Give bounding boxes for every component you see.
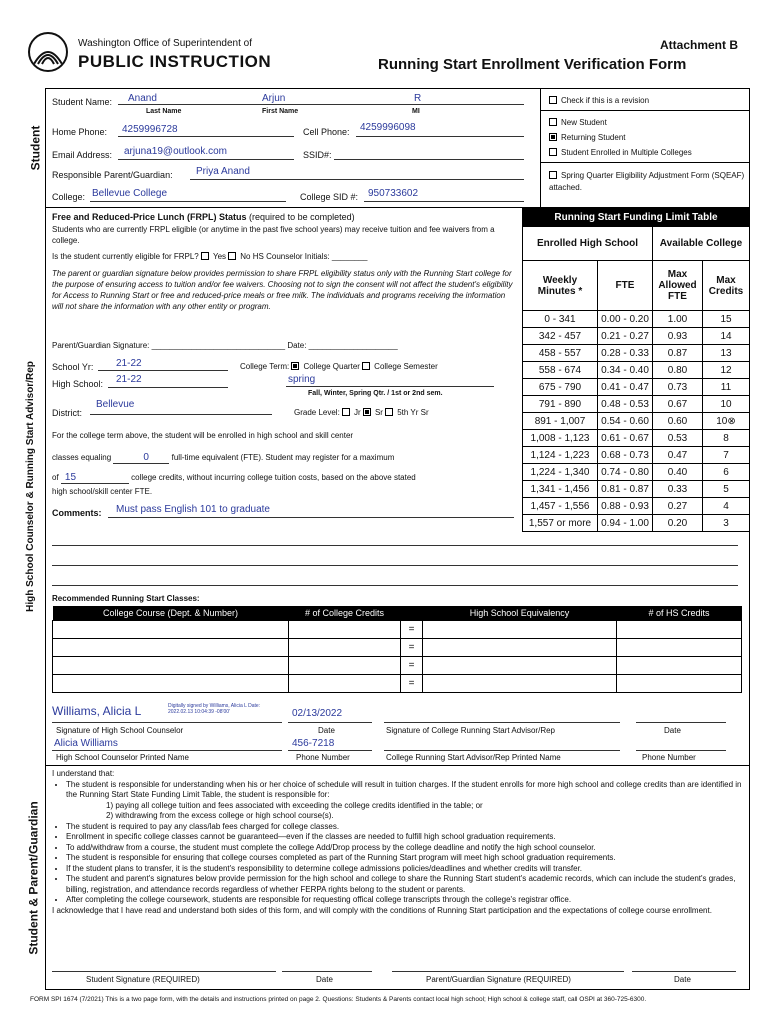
last-label: Last Name bbox=[146, 108, 182, 115]
term-value[interactable]: spring bbox=[288, 374, 316, 385]
class-cell[interactable] bbox=[423, 656, 617, 674]
funding-row bbox=[523, 396, 750, 413]
funding-cell: 0.53 bbox=[653, 430, 703, 447]
name-label: Student Name: bbox=[52, 97, 113, 107]
para2: classes equaling 0 full-time equivalent (FTE). Student may register for a maximum bbox=[52, 452, 395, 463]
funding-cell: 0.74 - 0.80 bbox=[598, 464, 653, 481]
class-cell[interactable] bbox=[53, 674, 289, 692]
phone-label-2: Phone Number bbox=[642, 753, 696, 762]
funding-row bbox=[523, 379, 750, 396]
college-sid[interactable]: 950733602 bbox=[368, 188, 419, 199]
email-label: Email Address: bbox=[52, 150, 113, 160]
sid-label: College SID #: bbox=[300, 192, 359, 202]
funding-cell: 0.00 - 0.20 bbox=[598, 311, 653, 328]
funding-cell: 558 - 674 bbox=[523, 362, 598, 379]
counselor-printed-name[interactable]: Alicia Williams bbox=[54, 738, 118, 749]
date-label-1: Date bbox=[318, 726, 335, 735]
district[interactable]: Bellevue bbox=[96, 399, 135, 410]
sig-college-label: Signature of College Running Start Advisor/Rep bbox=[386, 726, 555, 735]
class-row[interactable] bbox=[53, 656, 742, 674]
funding-cell: 0.54 - 0.60 bbox=[598, 413, 653, 430]
funding-cell: 0.41 - 0.47 bbox=[598, 379, 653, 396]
fte-header: FTE bbox=[598, 261, 653, 311]
class-cell[interactable] bbox=[289, 620, 401, 638]
funding-row bbox=[523, 311, 750, 328]
student-sig-label[interactable]: Student Signature (REQUIRED) bbox=[86, 975, 200, 984]
funding-cell: 0.87 bbox=[653, 345, 703, 362]
funding-cell: 0.80 bbox=[653, 362, 703, 379]
comments[interactable]: Must pass English 101 to graduate bbox=[116, 504, 270, 515]
funding-cell: 1,557 or more bbox=[523, 515, 598, 532]
home-phone-line bbox=[118, 136, 294, 137]
class-cell[interactable] bbox=[53, 656, 289, 674]
counselor-side-label: High School Counselor & Running Start Advisor/Rep bbox=[24, 208, 46, 766]
new-student-check[interactable]: New Student bbox=[549, 118, 607, 127]
funding-cell: 14 bbox=[703, 328, 750, 345]
class-row[interactable] bbox=[53, 638, 742, 656]
parent-sig-label[interactable]: Parent/Guardian Signature (REQUIRED) bbox=[426, 975, 571, 984]
funding-row bbox=[523, 328, 750, 345]
class-cell[interactable] bbox=[289, 674, 401, 692]
funding-cell: 0.93 bbox=[653, 328, 703, 345]
funding-cell: 1,008 - 1,123 bbox=[523, 430, 598, 447]
comments-label: Comments: bbox=[52, 508, 102, 518]
frpl-title: Free and Reduced-Price Lunch (FRPL) Status (required to be completed) bbox=[52, 212, 355, 222]
counselor-signature[interactable]: Williams, Alicia L bbox=[52, 704, 142, 718]
high-school[interactable]: 21-22 bbox=[116, 374, 142, 385]
funding-cell: 675 - 790 bbox=[523, 379, 598, 396]
college-label: College: bbox=[52, 192, 86, 202]
page-title: Running Start Enrollment Verification Form bbox=[378, 56, 687, 73]
para1: For the college term above, the student will be enrolled in high school and skill center bbox=[52, 431, 354, 440]
frpl-consent: The parent or guardian signature below provides permission to share FRPL eligibility status only with the Running Start college for the purpose of ensuring access to tuition and/or fee waivers. Choosing not to sign the consent will not affect the student's eligibility for Access to Running Start or free and reduced-price meals or free milk. The individuals and programs receiving the information will not share the information with any other entity or program. bbox=[52, 269, 513, 311]
ssid-line bbox=[334, 159, 524, 160]
home-phone-label: Home Phone: bbox=[52, 127, 108, 137]
class-cell: = bbox=[401, 674, 423, 692]
funding-cell: 1,124 - 1,223 bbox=[523, 447, 598, 464]
funding-cell: 0.34 - 0.40 bbox=[598, 362, 653, 379]
class-row[interactable] bbox=[53, 620, 742, 638]
counselor-phone[interactable]: 456-7218 bbox=[292, 738, 335, 749]
funding-cell: 891 - 1,007 bbox=[523, 413, 598, 430]
col-college-credits: # of College Credits bbox=[289, 606, 401, 620]
col-hs-equivalency: High School Equivalency bbox=[423, 606, 617, 620]
funding-cell: 0.21 - 0.27 bbox=[598, 328, 653, 345]
funding-cell: 342 - 457 bbox=[523, 328, 598, 345]
funding-cell: 458 - 557 bbox=[523, 345, 598, 362]
funding-cell: 10⊗ bbox=[703, 413, 750, 430]
funding-row bbox=[523, 515, 750, 532]
email[interactable]: arjuna19@outlook.com bbox=[124, 146, 227, 157]
fifth-yr-checkbox[interactable] bbox=[385, 408, 393, 416]
class-cell[interactable] bbox=[423, 620, 617, 638]
parent-label: Responsible Parent/Guardian: bbox=[52, 170, 173, 180]
funding-cell: 10 bbox=[703, 396, 750, 413]
funding-cell: 1,224 - 1,340 bbox=[523, 464, 598, 481]
funding-cell: 0.68 - 0.73 bbox=[598, 447, 653, 464]
available-college: Available College bbox=[653, 227, 750, 261]
weekly-minutes-header: Weekly Minutes * bbox=[523, 261, 598, 311]
multiple-colleges-check[interactable]: Student Enrolled in Multiple Colleges bbox=[549, 148, 692, 157]
college-line bbox=[90, 201, 286, 202]
funding-cell: 6 bbox=[703, 464, 750, 481]
credits-value[interactable]: 15 bbox=[64, 472, 77, 483]
funding-row bbox=[523, 413, 750, 430]
form-footer: FORM SPI 1674 (7/2021) This is a two page form, with the details and instructions printed on page 2. Questions: Students & Parents contact local high school; High school & college staff, call OSPI at 360-725-6300. bbox=[30, 996, 647, 1003]
first-name[interactable]: Arjun bbox=[262, 93, 286, 104]
name-line bbox=[118, 104, 524, 105]
attachment-label: Attachment B bbox=[660, 38, 739, 52]
funding-row bbox=[523, 362, 750, 379]
class-cell[interactable] bbox=[617, 656, 742, 674]
sig-hs-label: Signature of High School Counselor bbox=[56, 726, 184, 735]
date-label-2: Date bbox=[664, 726, 681, 735]
class-cell[interactable] bbox=[53, 620, 289, 638]
college-term-row: College Term: College Quarter College Semester bbox=[240, 362, 438, 371]
first-label: First Name bbox=[262, 108, 299, 115]
max-fte-header: Max Allowed FTE bbox=[653, 261, 703, 311]
school-yr-label: School Yr: bbox=[52, 362, 94, 372]
guardian-side-label: Student & Parent/Guardian bbox=[24, 766, 46, 990]
fte-value[interactable]: 0 bbox=[143, 452, 149, 463]
funding-cell: 1,341 - 1,456 bbox=[523, 481, 598, 498]
parent-date-label: Date bbox=[674, 975, 691, 984]
college-name[interactable]: Bellevue College bbox=[92, 188, 168, 199]
semester-checkbox[interactable] bbox=[362, 362, 370, 370]
parent-line bbox=[190, 179, 524, 180]
funding-cell: 1,457 - 1,556 bbox=[523, 498, 598, 515]
cell-phone-line bbox=[356, 136, 524, 137]
classes-table bbox=[52, 606, 742, 693]
home-phone[interactable]: 4259996728 bbox=[122, 124, 178, 135]
funding-cell: 0.27 bbox=[653, 498, 703, 515]
sr-checkbox[interactable] bbox=[363, 408, 371, 416]
guardian-terms: I understand that: • The student is responsible for understanding when his or her choice of schedule will result in tuition charges. If the student enrolls for more high school and college credits than are identified in the Running Start State Funding Limit Table, the student is responsible for: 1) paying all college tuition and fees associated with exceeding the college credits identified in the table; or 2) withdrawing from the excess college or high school course(s). • The student is required to pay any class/lab fees charged for college classes. • Enrollment in specific college classes cannot be guaranteed—even if the classes are needed to fulfill high school graduation requirements. • To add/withdraw from a course, the student must complete the college Add/Drop process by the college deadline and notify the high school counselor. • The student is responsible for ensuring that college courses completed as part of the Running Start program will meet high school graduation requirements. • If the student plans to transfer, it is the student's responsibility to determine college admissions policies/deadlines and whether credits will transfer. • The student and parent's signatures below provide permission for the high school and college to share the Running Start student's academic records, which can include the student's grades, billing, registration, and attendance records regardless of whether FERPA rights belong to the student or parents. • After completing the college coursework, students are responsible for requesting offical college transcripts through the college's registrar office. I acknowledge that I have read and understand both sides of this form, and will comply with the conditions of Running Start participation and the expectations of college course enrollment. bbox=[52, 769, 742, 916]
ssid-label: SSID#: bbox=[303, 150, 332, 160]
funding-row bbox=[523, 345, 750, 362]
funding-row bbox=[523, 430, 750, 447]
funding-cell: 0.67 bbox=[653, 396, 703, 413]
funding-row bbox=[523, 464, 750, 481]
class-cell[interactable] bbox=[617, 638, 742, 656]
funding-cell: 0 - 341 bbox=[523, 311, 598, 328]
frpl-text: Students who are currently FRPL eligible (or anytime in the past five school years) may receive tuition and fee waivers from a college. bbox=[52, 225, 495, 245]
class-cell[interactable] bbox=[617, 674, 742, 692]
revision-check[interactable]: Check if this is a revision bbox=[549, 96, 649, 105]
funding-cell: 7 bbox=[703, 447, 750, 464]
phone-label-1: Phone Number bbox=[296, 753, 350, 762]
funding-cell: 1.00 bbox=[653, 311, 703, 328]
funding-row bbox=[523, 498, 750, 515]
high-school-label: High School: bbox=[52, 379, 104, 389]
digital-sig-note: Digitally signed by Williams, Alicia L Date: 2022.02.13 10:04:39 -08'00' bbox=[168, 703, 261, 715]
funding-cell: 0.94 - 1.00 bbox=[598, 515, 653, 532]
class-cell[interactable] bbox=[53, 638, 289, 656]
last-name[interactable]: Anand bbox=[128, 93, 157, 104]
para4: high school/skill center FTE. bbox=[52, 487, 153, 496]
counselor-sig-date[interactable]: 02/13/2022 bbox=[292, 708, 343, 719]
funding-cell: 15 bbox=[703, 311, 750, 328]
ospi-logo-icon bbox=[28, 32, 68, 72]
frpl-yes-checkbox[interactable] bbox=[201, 252, 209, 260]
funding-row bbox=[523, 447, 750, 464]
class-cell: = bbox=[401, 638, 423, 656]
quarter-checkbox[interactable] bbox=[291, 362, 299, 370]
funding-cell: 5 bbox=[703, 481, 750, 498]
funding-cell: 0.60 bbox=[653, 413, 703, 430]
funding-cell: 0.28 - 0.33 bbox=[598, 345, 653, 362]
funding-cell: 0.40 bbox=[653, 464, 703, 481]
returning-student-check[interactable]: Returning Student bbox=[549, 133, 626, 142]
funding-table bbox=[522, 208, 750, 532]
class-cell[interactable] bbox=[617, 620, 742, 638]
mi-label: MI bbox=[412, 108, 420, 115]
rec-classes-title: Recommended Running Start Classes: bbox=[52, 594, 200, 603]
grade-level-row: Grade Level: Jr Sr 5th Yr Sr bbox=[294, 408, 429, 417]
student-date-label: Date bbox=[316, 975, 333, 984]
funding-cell: 791 - 890 bbox=[523, 396, 598, 413]
frpl-no-checkbox[interactable] bbox=[228, 252, 236, 260]
funding-title: Running Start Funding Limit Table bbox=[523, 209, 750, 227]
term-hint: Fall, Winter, Spring Qtr. / 1st or 2nd sem. bbox=[308, 390, 443, 397]
max-credits-header: Max Credits bbox=[703, 261, 750, 311]
student-side-label: Student bbox=[24, 88, 46, 208]
funding-cell: 13 bbox=[703, 345, 750, 362]
cell-phone[interactable]: 4259996098 bbox=[360, 122, 416, 133]
funding-cell: 4 bbox=[703, 498, 750, 515]
para3: of 15 college credits, without incurring college tuition costs, based on the above stated bbox=[52, 472, 416, 483]
school-yr[interactable]: 21-22 bbox=[116, 358, 142, 369]
email-line bbox=[118, 159, 294, 160]
college-printed-label: College Running Start Advisor/Rep Printed Name bbox=[386, 753, 561, 762]
funding-cell: 0.20 bbox=[653, 515, 703, 532]
funding-cell: 0.73 bbox=[653, 379, 703, 396]
funding-cell: 0.88 - 0.93 bbox=[598, 498, 653, 515]
funding-cell: 0.81 - 0.87 bbox=[598, 481, 653, 498]
parent-name[interactable]: Priya Anand bbox=[196, 166, 250, 177]
class-cell[interactable] bbox=[289, 638, 401, 656]
enrolled-hs: Enrolled High School bbox=[523, 227, 653, 261]
frpl-question: Is the student currently eligible for FRPL? Yes No HS Counselor Initials: ________ bbox=[52, 252, 368, 261]
col-college-course: College Course (Dept. & Number) bbox=[53, 606, 289, 620]
printed-name-label: High School Counselor Printed Name bbox=[56, 753, 189, 762]
agency-big: PUBLIC INSTRUCTION bbox=[78, 52, 272, 71]
funding-cell: 12 bbox=[703, 362, 750, 379]
parent-sig-row: Parent/Guardian Signature: ______________________________ Date: ____________________ bbox=[52, 341, 398, 350]
class-row[interactable] bbox=[53, 674, 742, 692]
class-cell[interactable] bbox=[423, 638, 617, 656]
funding-cell: 0.33 bbox=[653, 481, 703, 498]
funding-cell: 3 bbox=[703, 515, 750, 532]
class-cell[interactable] bbox=[289, 656, 401, 674]
jr-checkbox[interactable] bbox=[342, 408, 350, 416]
col-hs-credits: # of HS Credits bbox=[617, 606, 742, 620]
funding-row bbox=[523, 481, 750, 498]
class-cell: = bbox=[401, 620, 423, 638]
sid-line bbox=[364, 201, 524, 202]
cell-phone-label: Cell Phone: bbox=[303, 127, 350, 137]
funding-cell: 11 bbox=[703, 379, 750, 396]
agency-name: Washington Office of Superintendent of bbox=[78, 38, 252, 49]
class-cell: = bbox=[401, 656, 423, 674]
district-label: District: bbox=[52, 408, 82, 418]
class-cell[interactable] bbox=[423, 674, 617, 692]
funding-cell: 0.47 bbox=[653, 447, 703, 464]
funding-cell: 8 bbox=[703, 430, 750, 447]
funding-cell: 0.61 - 0.67 bbox=[598, 430, 653, 447]
funding-cell: 0.48 - 0.53 bbox=[598, 396, 653, 413]
sqeaf-check[interactable]: Spring Quarter Eligibility Adjustment Form (SQEAF) attached. bbox=[549, 171, 745, 192]
middle-initial[interactable]: R bbox=[414, 93, 422, 104]
